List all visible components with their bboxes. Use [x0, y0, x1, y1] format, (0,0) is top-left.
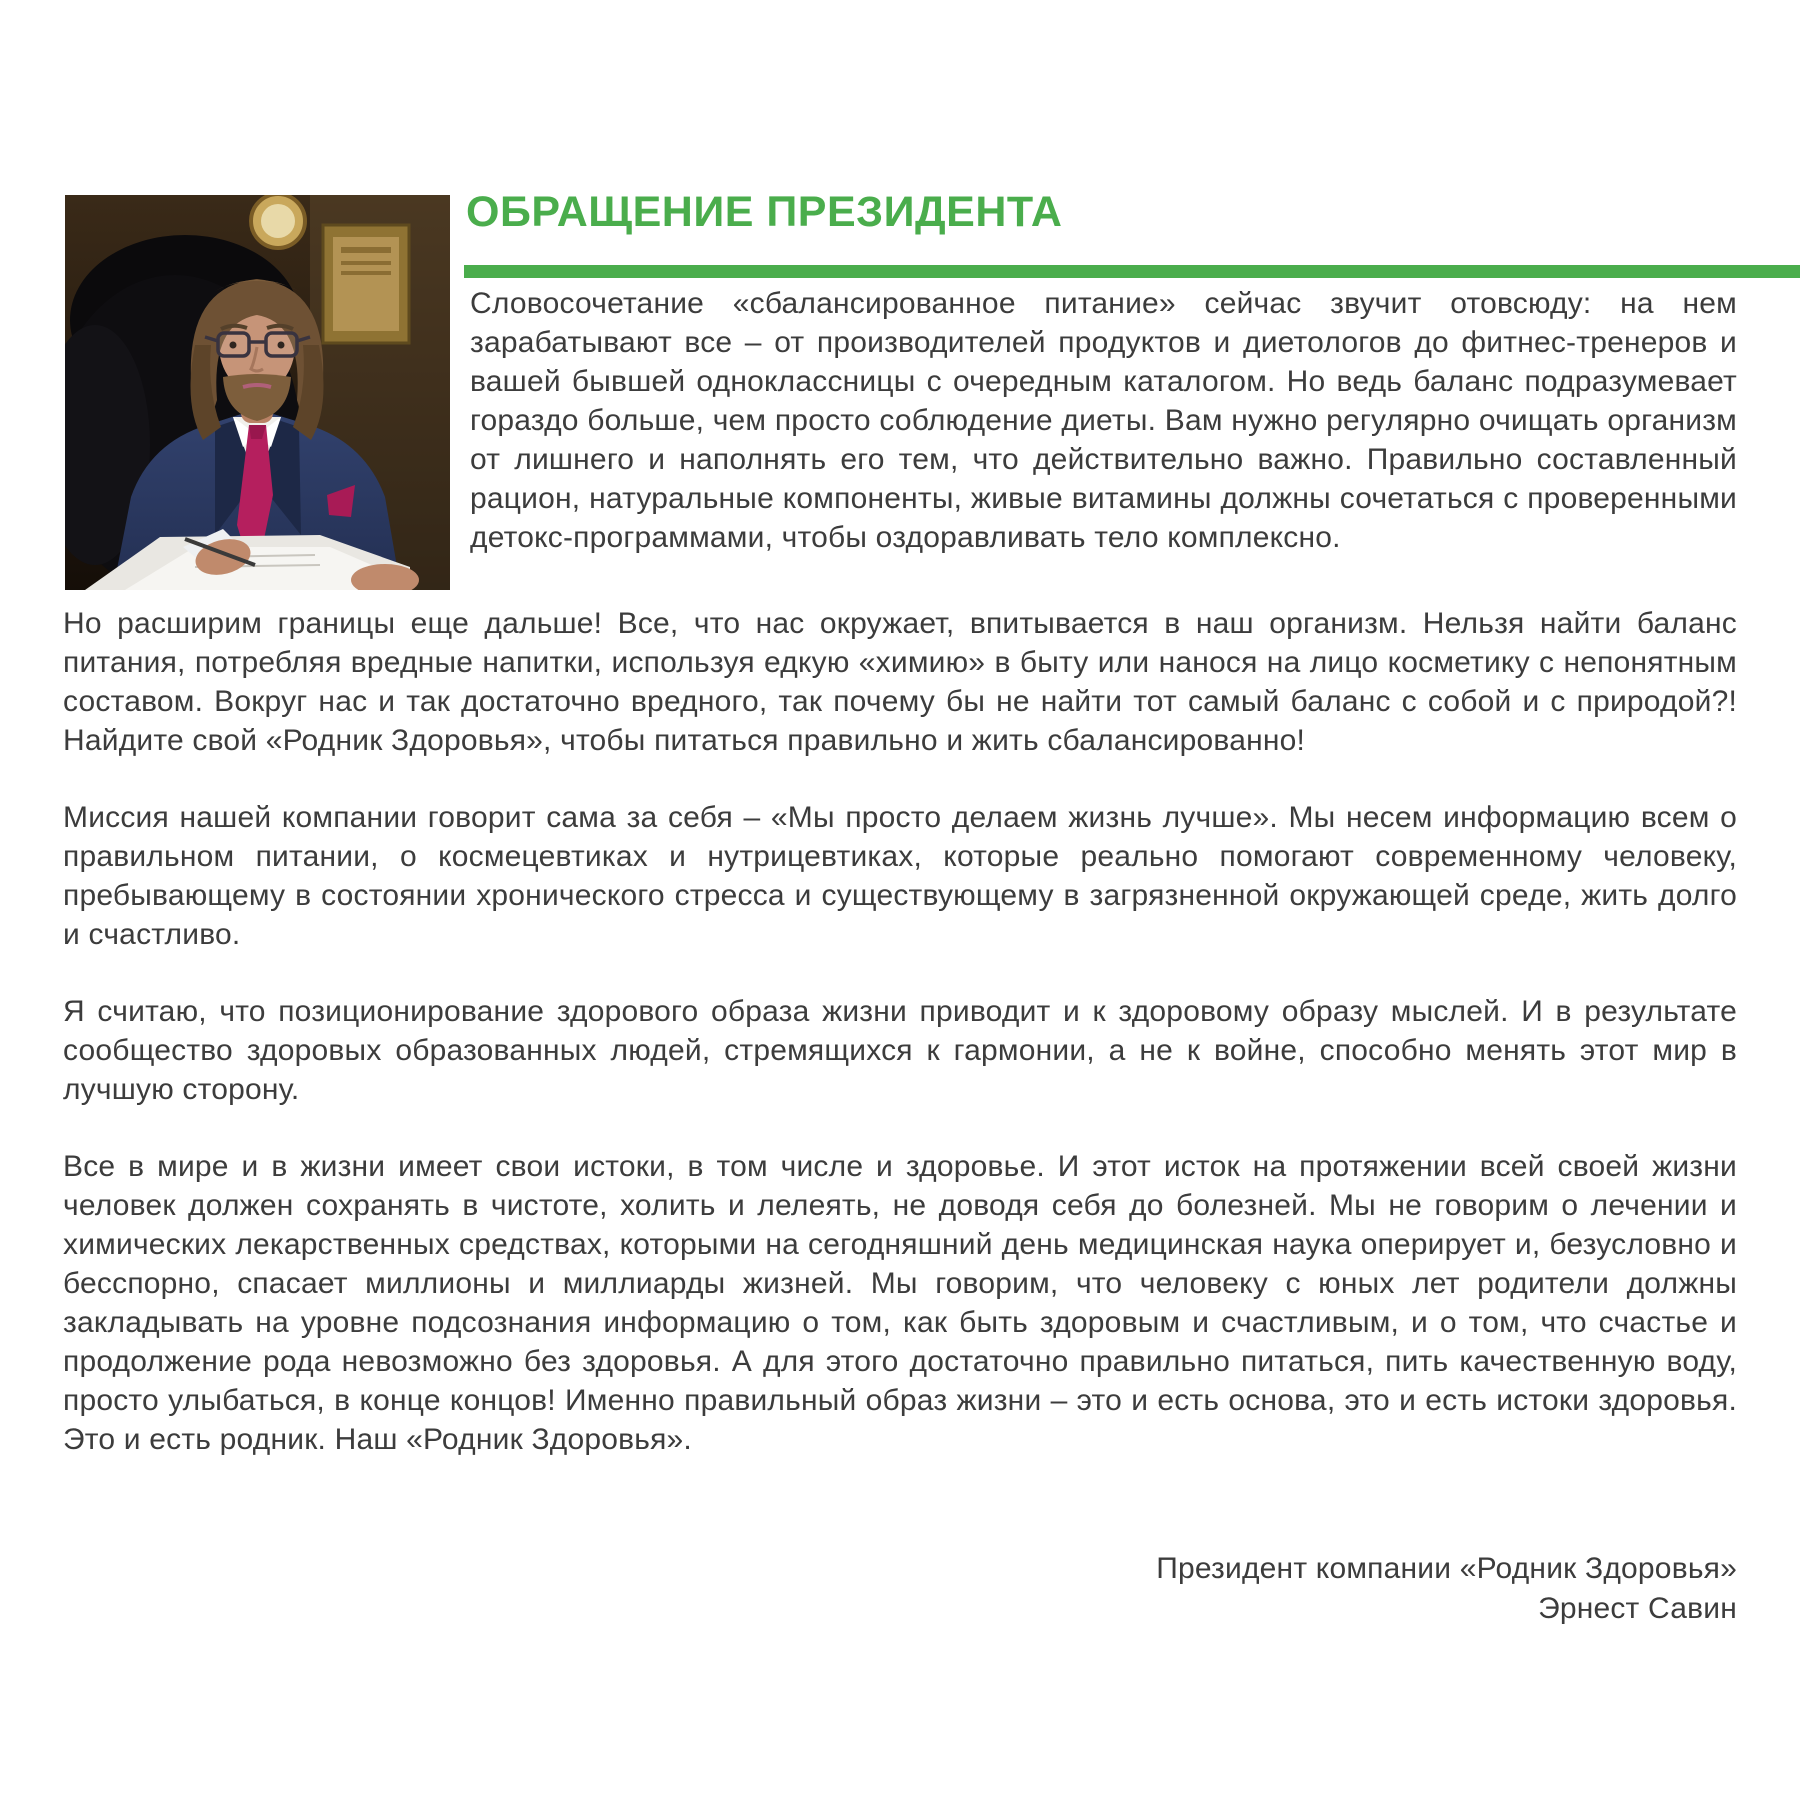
paragraph-origins: Все в мире и в жизни имеет свои истоки, в том числе и здоровье. И этот исток на протяжении всей своей жизни человек должен сохранять в чистоте, холить и лелеять, не доводя себя до болезней. Мы не говорим о лечении и химических лекарственных средствах, которыми на сегодняшний день медицинская наука оперирует и, безусловно и бесспорно, спасает миллионы и миллиарды жизней. Мы говорим, что человеку с юных лет родители должны закладывать на уровне подсознания информацию о том, как быть здоровым и счастливым, и о том, что счастье и продолжение рода невозможно без здоровья. А для этого достаточно правильно питаться, пить качественную воду, просто улыбаться, в конце концов! Именно правильный образ жизни – это и есть основа, это и есть истоки здоровья. Это и есть родник. Наш «Родник Здоровья».: [63, 1150, 1737, 1456]
page-title: ОБРАЩЕНИЕ ПРЕЗИДЕНТА: [466, 188, 1063, 236]
body-text: [63, 604, 1737, 1497]
paragraph-mission: Миссия нашей компании говорит сама за себя – «Мы просто делаем жизнь лучше». Мы несем информацию всем о правильном питании, о космецевтиках и нутрицевтиках, которые реально помогают современному человеку, пребывающему в состоянии хронического стресса и существующему в загрязненной окружающей среде, жить долго и счастливо.: [63, 801, 1737, 951]
title-underline-bar: [464, 265, 1800, 278]
paragraph-healthy-mindset: Я считаю, что позиционирование здорового образа жизни приводит и к здоровому образу мыслей. И в результате сообщество здоровых образованных людей, стремящихся к гармонии, а не к войне, способно менять этот мир в лучшую сторону.: [63, 995, 1737, 1106]
signature-role: Президент компании «Родник Здоровья»: [1156, 1552, 1737, 1585]
signature-block: [63, 1549, 1737, 1629]
president-photo: [65, 195, 450, 590]
president-portrait-illustration: [65, 195, 450, 590]
intro-paragraph: Словосочетание «сбалансированное питание» сейчас звучит отовсюду: на нем зарабатывают все – от производителей продуктов и диетологов до фитнес-тренеров и вашей бывшей одноклассницы с очередным каталогом. Но ведь баланс подразумевает гораздо больше, чем просто соблюдение диеты. Вам нужно регулярно очищать организм от лишнего и наполнять его тем, что действительно важно. Правильно составленный рацион, натуральные компоненты, живые витамины должны сочетаться с проверенными детокс-программами, чтобы оздоравливать тело комплексно.: [470, 287, 1737, 554]
signature-name: Эрнест Савин: [1538, 1592, 1737, 1625]
paragraph-balance: Но расширим границы еще дальше! Все, что нас окружает, впитывается в наш организм. Нельзя найти баланс питания, потребляя вредные напитки, используя едкую «химию» в быту или нанося на лицо косметику с непонятным составом. Вокруг нас и так достаточно вредного, так почему бы не найти тот самый баланс с собой и с природой?! Найдите свой «Родник Здоровья», чтобы питаться правильно и жить сбалансированно!: [63, 607, 1737, 757]
